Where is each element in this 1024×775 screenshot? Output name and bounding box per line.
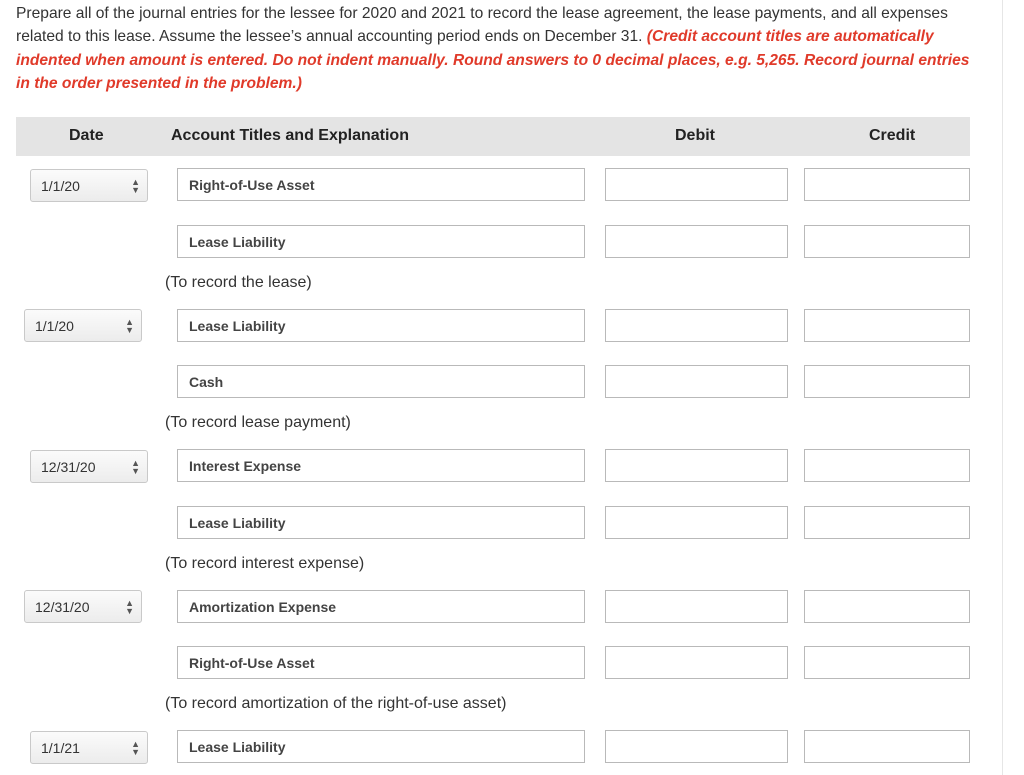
date-select[interactable] xyxy=(24,309,142,342)
date-select[interactable] xyxy=(30,169,148,202)
credit-amount-field[interactable] xyxy=(804,449,970,482)
credit-amount-field[interactable] xyxy=(804,646,970,679)
instructions xyxy=(16,2,976,95)
date-select[interactable] xyxy=(30,731,148,764)
select-arrows-icon: ▲ ▼ xyxy=(131,458,140,476)
date-value: 12/31/20 xyxy=(41,459,96,475)
date-column-header: Date xyxy=(69,127,104,144)
account-title-field[interactable]: Lease Liability xyxy=(177,309,585,342)
account-title-field[interactable]: Lease Liability xyxy=(177,225,585,258)
credit-amount-field[interactable] xyxy=(804,168,970,201)
date-select[interactable] xyxy=(30,450,148,483)
entry-explanation: (To record interest expense) xyxy=(165,555,365,572)
select-arrows-icon: ▲ ▼ xyxy=(125,598,134,616)
debit-amount-field[interactable] xyxy=(605,365,788,398)
credit-amount-field[interactable] xyxy=(804,590,970,623)
debit-amount-field[interactable] xyxy=(605,506,788,539)
entry-explanation: (To record lease payment) xyxy=(165,414,351,431)
date-value: 1/1/21 xyxy=(41,740,80,756)
credit-amount-field[interactable] xyxy=(804,225,970,258)
select-arrows-icon: ▲ ▼ xyxy=(131,739,140,757)
debit-amount-field[interactable] xyxy=(605,646,788,679)
account-title-field[interactable]: Right-of-Use Asset xyxy=(177,168,585,201)
date-value: 1/1/20 xyxy=(41,178,80,194)
account-title-field[interactable]: Lease Liability xyxy=(177,506,585,539)
debit-amount-field[interactable] xyxy=(605,449,788,482)
debit-amount-field[interactable] xyxy=(605,730,788,763)
account-title-field[interactable]: Cash xyxy=(177,365,585,398)
instructions-note: (Credit account titles are automatically indented when amount is entered. Do not indent manually. Round answers to 0 decimal places, e.g. 5,265. Record journal entries in the order presented in the problem.) xyxy=(16,28,970,92)
debit-amount-field[interactable] xyxy=(605,225,788,258)
date-value: 12/31/20 xyxy=(35,599,90,615)
select-arrows-icon: ▲ ▼ xyxy=(131,177,140,195)
entry-explanation: (To record amortization of the right-of-use asset) xyxy=(165,695,507,712)
date-select[interactable] xyxy=(24,590,142,623)
credit-amount-field[interactable] xyxy=(804,506,970,539)
account-title-field[interactable]: Right-of-Use Asset xyxy=(177,646,585,679)
debit-amount-field[interactable] xyxy=(605,168,788,201)
account-title-field[interactable]: Interest Expense xyxy=(177,449,585,482)
debit-amount-field[interactable] xyxy=(605,590,788,623)
instructions-text: Prepare all of the journal entries for the lessee for 2020 and 2021 to record the lease agreement, the lease payments, and all expenses related to this lease. Assume the lessee’s annual accounting period ends on December 31. xyxy=(16,5,948,46)
credit-column-header: Credit xyxy=(869,127,916,144)
page-right-border xyxy=(1002,0,1003,775)
journal-table-header xyxy=(16,117,970,156)
account-column-header: Account Titles and Explanation xyxy=(171,127,409,144)
date-value: 1/1/20 xyxy=(35,318,74,334)
credit-amount-field[interactable] xyxy=(804,309,970,342)
account-title-field[interactable]: Amortization Expense xyxy=(177,590,585,623)
account-title-field[interactable]: Lease Liability xyxy=(177,730,585,763)
credit-amount-field[interactable] xyxy=(804,365,970,398)
entry-explanation: (To record the lease) xyxy=(165,274,312,291)
credit-amount-field[interactable] xyxy=(804,730,970,763)
select-arrows-icon: ▲ ▼ xyxy=(125,317,134,335)
debit-column-header: Debit xyxy=(675,127,715,144)
debit-amount-field[interactable] xyxy=(605,309,788,342)
